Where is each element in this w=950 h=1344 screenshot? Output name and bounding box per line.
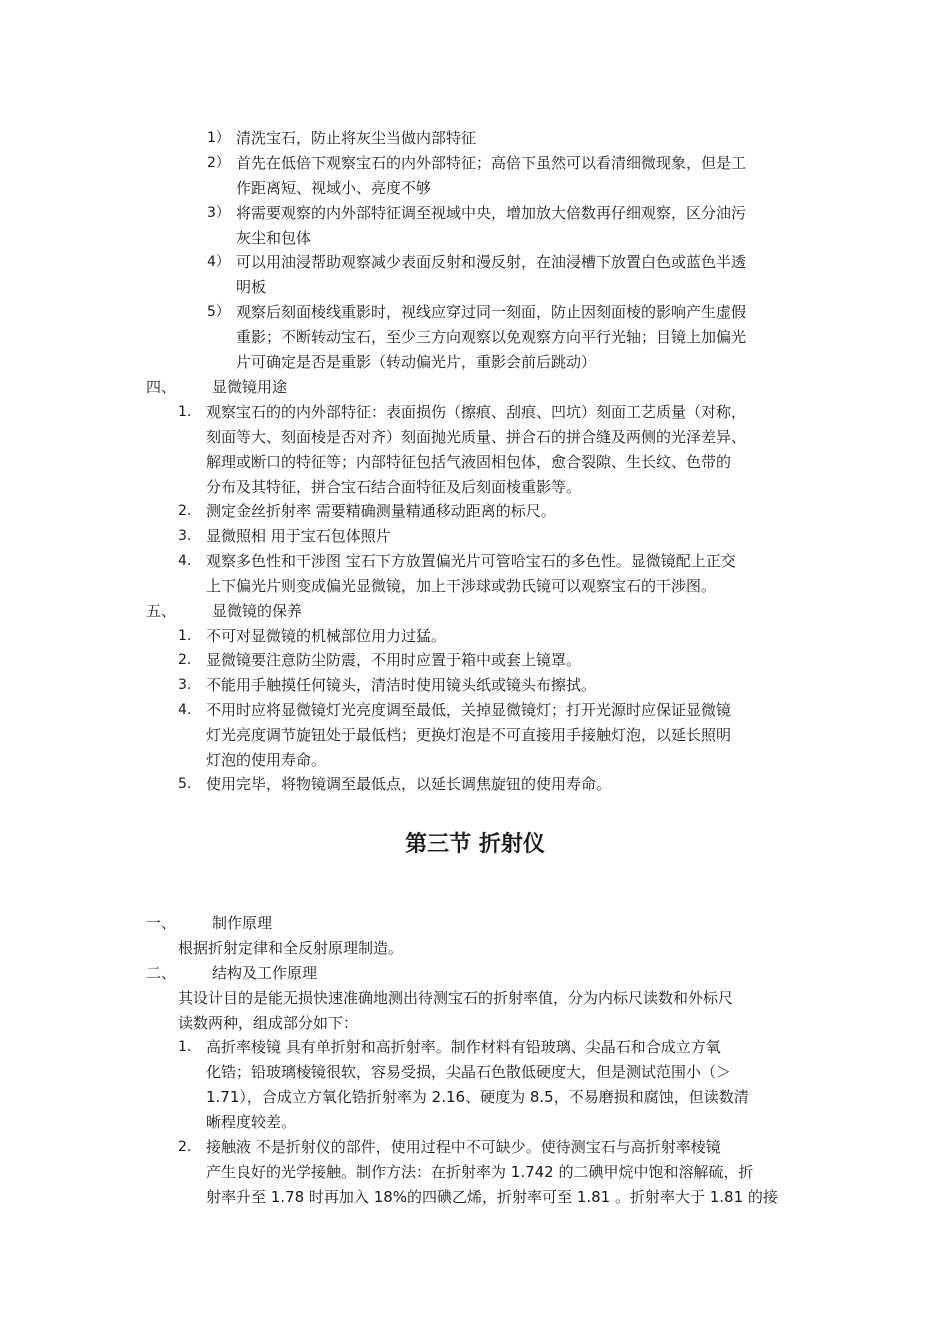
section-number: 四、	[146, 378, 177, 396]
list-item-text: 观察宝石的的内外部特征：表面损伤（擦痕、刮痕、凹坑）刻面工艺质量（对称，	[206, 403, 747, 421]
step-text: 作距离短、视域小、亮度不够	[236, 179, 432, 197]
list-item-text: 测定金丝折射率 需要精确测量精通移动距离的标尺。	[206, 502, 556, 520]
list-item-number: 3.	[178, 677, 192, 693]
step-number: 3）	[207, 205, 230, 221]
step-text: 观察后刻面棱线重影时，视线应穿过同一刻面，防止因刻面棱的影响产生虚假	[236, 303, 747, 321]
step-number: 2）	[207, 155, 230, 171]
section-number: 五、	[146, 602, 177, 620]
step-text: 可以用油浸帮助观察减少表面反射和漫反射，在油浸槽下放置白色或蓝色半透	[236, 253, 747, 271]
list-item-text: 高折率棱镜 具有单折射和高折射率。制作材料有铅玻璃、尖晶石和合成立方氧	[206, 1038, 721, 1056]
step-text: 片可确定是否是重影（转动偏光片，重影会前后跳动）	[236, 353, 597, 371]
list-item-text: 分布及其特征，拼合宝石结合面特征及后刻面棱重影等。	[206, 478, 582, 496]
section-title: 显微镜用途	[212, 378, 288, 396]
step-number: 1）	[207, 130, 230, 146]
list-item-text: 上下偏光片则变成偏光显微镜，加上干涉球或勃氏镜可以观察宝石的干涉图。	[206, 577, 717, 595]
list-item-number: 2.	[178, 503, 192, 519]
list-item-text: 化锆；铅玻璃棱镜很软，容易受损，尖晶石色散低硬度大，但是测试范围小（＞	[206, 1063, 732, 1081]
list-item-number: 1.	[178, 1039, 192, 1055]
list-item-text: 刻面等大、刻面棱是否对齐）刻面抛光质量、拼合石的拼合缝及两侧的光泽差异、	[206, 428, 747, 446]
list-item-text: 射率升至 1.78 时再加入 18%的四碘乙烯，折射率可至 1.81 。折射率大于 1.81 的接	[206, 1188, 778, 1206]
step-text: 首先在低倍下观察宝石的内外部特征；高倍下虽然可以看清细微现象，但是工	[236, 154, 747, 172]
list-item-text: 不能用手触摸任何镜头，清洁时使用镜头纸或镜头布擦拭。	[206, 676, 597, 694]
step-number: 4）	[207, 254, 230, 270]
section-title: 显微镜的保养	[212, 602, 303, 620]
step-text: 清洗宝石，防止将灰尘当做内部特征	[236, 129, 477, 147]
list-item-number: 1.	[178, 404, 192, 420]
section-intro: 读数两种，组成部分如下：	[178, 1014, 359, 1032]
list-item-text: 使用完毕，将物镜调至最低点，以延长调焦旋钮的使用寿命。	[206, 775, 612, 793]
list-item-text: 不可对显微镜的机械部位用力过猛。	[206, 627, 447, 645]
section-intro: 其设计目的是能无损快速准确地测出待测宝石的折射率值，分为内标尺读数和外标尺	[178, 989, 734, 1007]
list-item-text: 不用时应将显微镜灯光亮度调至最低，关掉显微镜灯；打开光源时应保证显微镜	[206, 701, 732, 719]
list-item-text: 观察多色性和干涉图 宝石下方放置偏光片可管哈宝石的多色性。显微镜配上正交	[206, 552, 736, 570]
step-text: 明板	[236, 278, 267, 296]
list-item-text: 产生良好的光学接触。制作方法：在折射率为 1.742 的二碘甲烷中饱和溶解硫，折	[206, 1163, 754, 1181]
list-item-text: 显微照相 用于宝石包体照片	[206, 527, 391, 545]
section-number: 二、	[146, 964, 177, 982]
step-number: 5）	[207, 304, 230, 320]
list-item-number: 2.	[178, 1139, 192, 1155]
list-item-number: 2.	[178, 652, 192, 668]
list-item-text: 晰程度较差。	[206, 1113, 297, 1131]
list-item-text: 显微镜要注意防尘防震，不用时应置于箱中或套上镜罩。	[206, 651, 582, 669]
step-text: 将需要观察的内外部特征调至视域中央，增加放大倍数再仔细观察，区分油污	[236, 204, 747, 222]
list-item-text: 1.71），合成立方氧化锆折射率为 2.16、硬度为 8.5，不易磨损和腐蚀，但读数清	[206, 1088, 749, 1106]
section-title: 结构及工作原理	[212, 964, 318, 982]
list-item-number: 3.	[178, 528, 192, 544]
list-item-text: 接触液 不是折射仪的部件，使用过程中不可缺少。使待测宝石与高折射率棱镜	[206, 1138, 721, 1156]
step-text: 灰尘和包体	[236, 229, 312, 247]
list-item-number: 4.	[178, 702, 192, 718]
section-number: 一、	[146, 914, 177, 932]
list-item-text: 灯泡的使用寿命。	[206, 751, 327, 769]
list-item-text: 灯光亮度调节旋钮处于最低档；更换灯泡是不可直接用手接触灯泡，以延长照明	[206, 726, 732, 744]
list-item-text: 解理或断口的特征等；内部特征包括气液固相包体，愈合裂隙、生长纹、色带的	[206, 453, 732, 471]
list-item-number: 1.	[178, 628, 192, 644]
list-item-number: 5.	[178, 776, 192, 792]
step-text: 重影；不断转动宝石，至少三方向观察以免观察方向平行光轴；目镜上加偏光	[236, 328, 747, 346]
section-body: 根据折射定律和全反射原理制造。	[178, 939, 404, 957]
list-item-number: 4.	[178, 553, 192, 569]
chapter-heading: 第三节 折射仪	[405, 832, 545, 857]
section-title: 制作原理	[212, 914, 273, 932]
